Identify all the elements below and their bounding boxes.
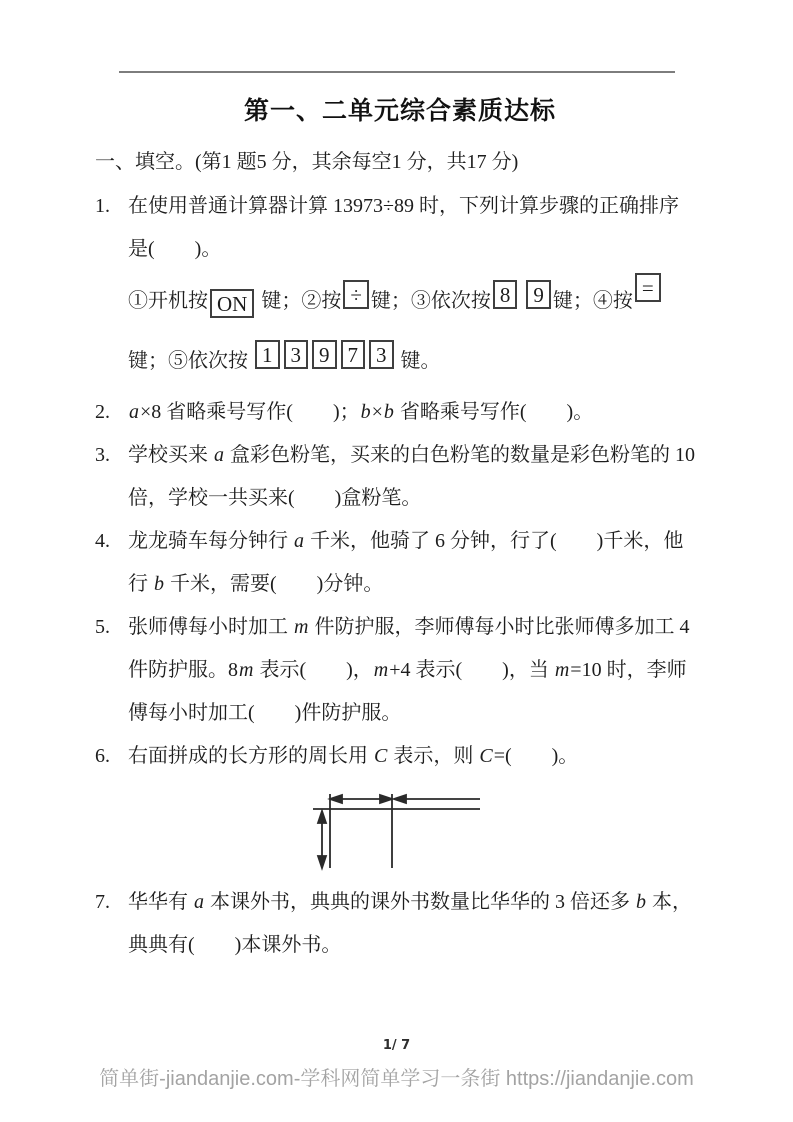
question-line <box>95 520 705 563</box>
math-variable: a <box>294 530 304 552</box>
question-line <box>95 606 705 649</box>
text-run: 省略乘号写作( )。 <box>394 401 594 423</box>
question-line <box>95 331 705 391</box>
text-run: 行 <box>128 573 153 595</box>
math-variable: a <box>194 891 204 913</box>
question-2 <box>95 391 705 434</box>
text-run: 千米，需要( )分钟。 <box>165 573 384 595</box>
question-4 <box>95 520 705 606</box>
text-run <box>519 290 524 312</box>
text-run: 在使用普通计算器计算 13973÷89 时，下列计算步骤的正确排序 <box>128 195 679 217</box>
text-run: 键；⑤依次按 <box>128 350 253 372</box>
question-number: 1. <box>95 195 110 217</box>
math-variable: a <box>129 401 139 423</box>
top-divider <box>119 71 675 73</box>
question-line <box>95 924 705 967</box>
math-variable: m <box>294 616 309 638</box>
question-5 <box>95 606 705 735</box>
calculator-key: 3 <box>369 340 394 369</box>
figure-rdim-arrow <box>394 795 406 803</box>
text-run: 华华有 <box>128 891 193 913</box>
math-variable: b <box>360 401 371 423</box>
text-run: +4 表示( )，当 <box>389 659 554 681</box>
calculator-key: 8 <box>493 280 518 309</box>
question-number: 6. <box>95 745 110 767</box>
figure-vdim-arrow-top <box>318 811 326 823</box>
question-number: 7. <box>95 891 110 913</box>
figure-hdim-arrow-right <box>380 795 392 803</box>
calculator-key: 7 <box>341 340 366 369</box>
text-run: 张师傅每小时加工 <box>128 616 293 638</box>
questions-list <box>95 185 705 967</box>
watermark-text: 简单街-jiandanjie.com-学科网简单学习一条街 https://jiandanjie.com <box>99 1068 694 1090</box>
text-run: 本课外书，典典的课外书数量比华华的 3 倍还多 <box>205 891 635 913</box>
question-line <box>95 692 705 735</box>
text-run: 龙龙骑车每分钟行 <box>128 530 293 552</box>
math-variable: a <box>214 444 224 466</box>
text-run: ①开机按 <box>128 290 208 312</box>
question-1 <box>95 185 705 391</box>
text-run: 本， <box>647 891 692 913</box>
text-run: 是( )。 <box>128 238 222 260</box>
text-run: 键。 <box>395 350 441 372</box>
text-run: 件防护服。8 <box>128 659 238 681</box>
math-variable: m <box>554 659 570 681</box>
math-variable: b <box>636 891 646 913</box>
text-run: 盒彩色粉笔，买来的白色粉笔的数量是彩色粉笔的 10 <box>225 444 695 466</box>
text-run: 表示( )， <box>254 659 373 681</box>
page-title: 第一、二单元综合素质达标 <box>243 97 556 125</box>
math-variable: C <box>374 745 388 767</box>
question-number: 3. <box>95 444 110 466</box>
math-variable: m <box>373 659 389 681</box>
text-run: 傅每小时加工( )件防护服。 <box>128 702 402 724</box>
calculator-key: 9 <box>526 280 551 309</box>
page-number: 1/ 7 <box>382 1038 411 1053</box>
text-run: 千米，他骑了 6 分钟，行了( )千米，他 <box>305 530 684 552</box>
text-run: 右面拼成的长方形的周长用 <box>128 745 373 767</box>
text-run: =10 时，李师 <box>570 659 687 681</box>
section-heading: 一、填空。(第1 题5 分，其余每空1 分，共17 分) <box>95 151 519 173</box>
text-run: 键；②按 <box>256 290 342 312</box>
question-7 <box>95 881 705 967</box>
question-line <box>95 881 705 924</box>
calculator-key: 9 <box>312 340 337 369</box>
calculator-key: ÷ <box>343 280 369 309</box>
figure-hdim-arrow-left <box>330 795 342 803</box>
text-run: ×8 省略乘号写作( )； <box>140 401 360 423</box>
text-run: 表示，则 <box>388 745 479 767</box>
question-line <box>95 563 705 606</box>
text-run: 典典有( )本课外书。 <box>128 934 342 956</box>
text-run: 键；③依次按 <box>370 290 491 312</box>
question-3 <box>95 434 705 520</box>
question-6 <box>95 735 705 778</box>
rectangle-figure <box>313 786 705 881</box>
calculator-key: ON <box>210 289 254 318</box>
math-variable: b <box>383 401 394 423</box>
question-line <box>95 391 705 434</box>
rectangle-figure-svg <box>313 786 485 878</box>
question-line <box>95 649 705 692</box>
figure-vdim-arrow-bottom <box>318 856 326 868</box>
calculator-key: 3 <box>284 340 309 369</box>
question-line <box>95 434 705 477</box>
question-line <box>95 477 705 520</box>
text-run: × <box>371 401 383 423</box>
text-run: 件防护服，李师傅每小时比张师傅多加工 4 <box>309 616 690 638</box>
calculator-key: 1 <box>255 340 280 369</box>
math-variable: b <box>154 573 164 595</box>
text-run: 键；④按 <box>552 290 633 312</box>
question-line <box>95 735 705 778</box>
question-number: 5. <box>95 616 110 638</box>
text-run: 学校买来 <box>128 444 213 466</box>
question-line <box>95 271 705 331</box>
text-run: =( )。 <box>493 745 579 767</box>
text-run: 倍，学校一共买来( )盒粉笔。 <box>128 487 422 509</box>
question-line <box>95 228 705 271</box>
calculator-key: = <box>635 273 661 302</box>
math-variable: C <box>479 745 493 767</box>
question-line <box>95 185 705 228</box>
math-variable: m <box>239 659 254 681</box>
question-number: 2. <box>95 401 110 423</box>
question-number: 4. <box>95 530 110 552</box>
